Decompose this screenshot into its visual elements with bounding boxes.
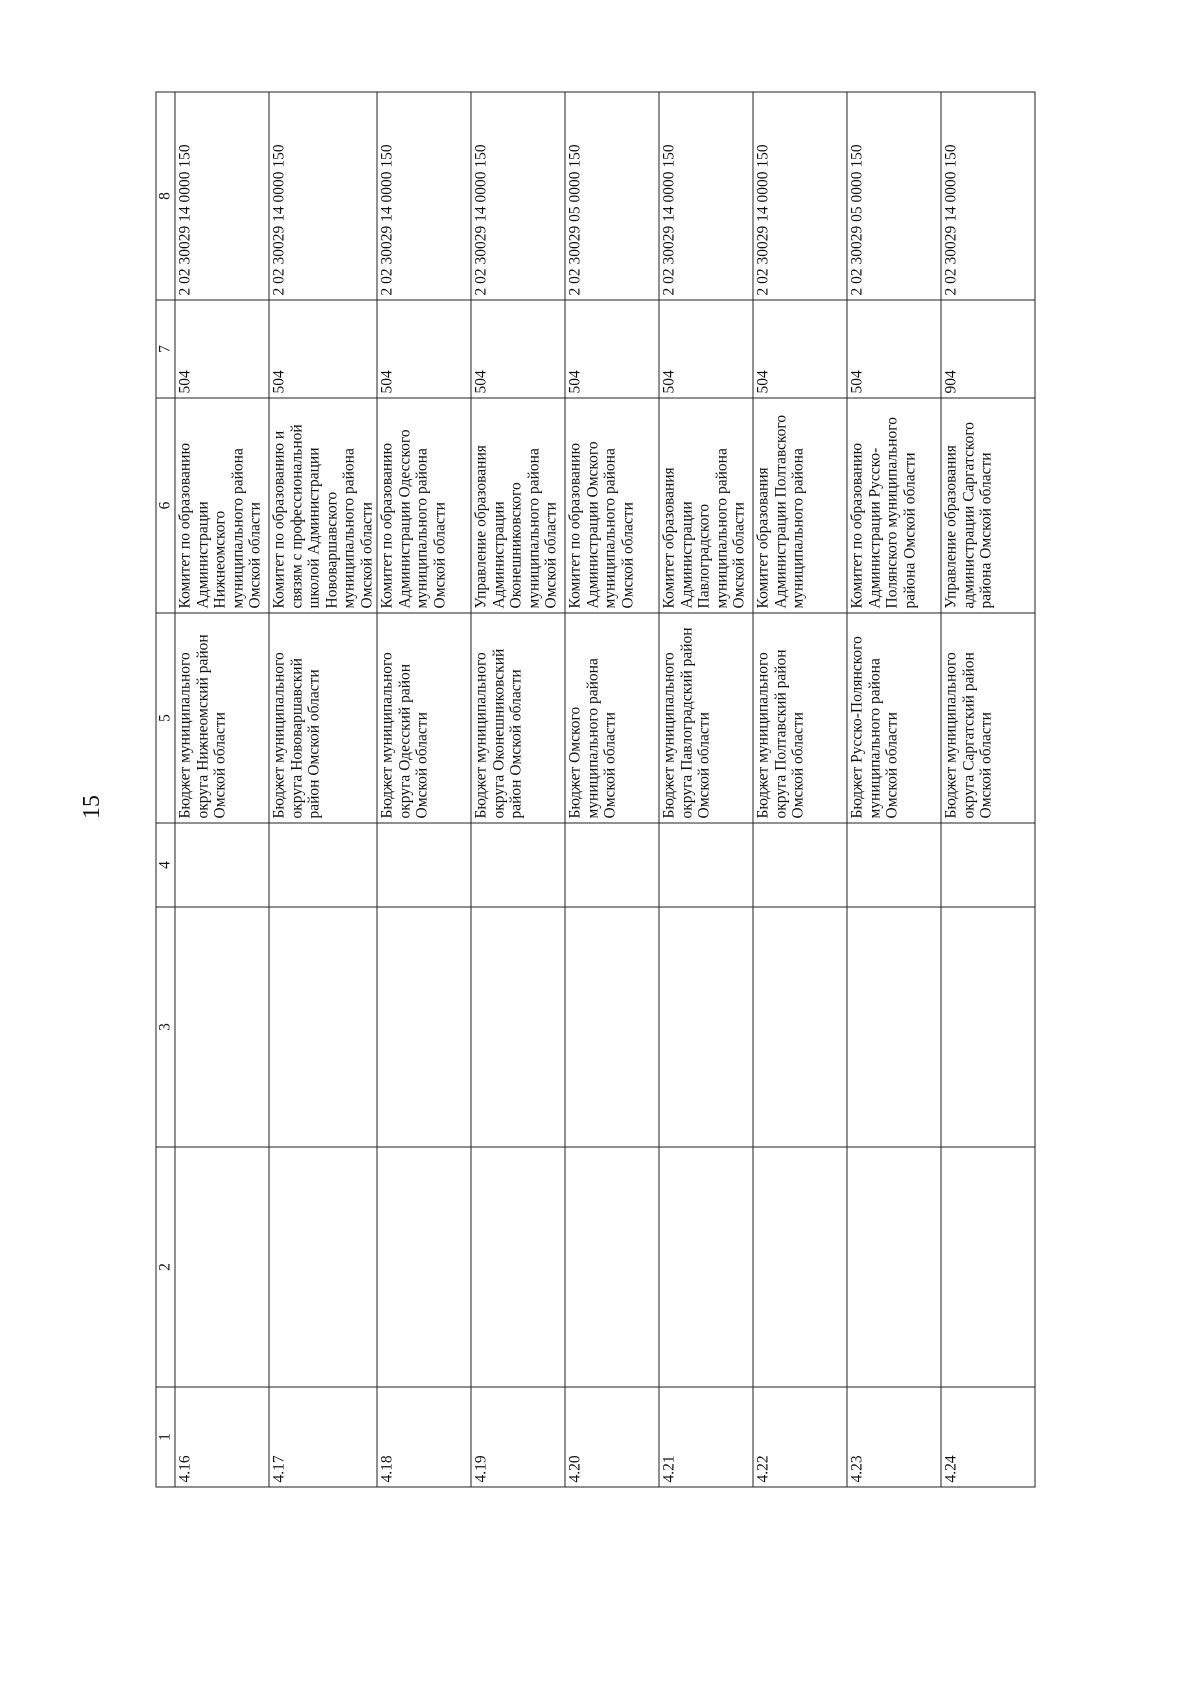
cell-col4 xyxy=(659,823,753,907)
table-row xyxy=(175,92,269,1487)
administrator-name: Комитет образования Администрации Полтавского муниципального района xyxy=(753,398,847,613)
budget-name: Бюджет Русско-Полянского муниципального района Омской области xyxy=(847,613,941,823)
admin-code: 504 xyxy=(659,300,753,398)
row-number: 4.16 xyxy=(175,1387,269,1487)
row-number: 4.24 xyxy=(941,1387,1035,1487)
rotated-table-container xyxy=(155,93,1025,1488)
admin-code: 504 xyxy=(753,300,847,398)
budget-name: Бюджет муниципального округа Саргатский район Омской области xyxy=(941,613,1035,823)
cell-col4 xyxy=(941,823,1035,907)
cell-col3 xyxy=(471,907,565,1147)
table-row xyxy=(941,92,1035,1487)
cell-col2 xyxy=(659,1147,753,1387)
budget-classification-code: 2 02 30029 14 0000 150 xyxy=(471,92,565,300)
cell-col4 xyxy=(565,823,659,907)
row-number: 4.23 xyxy=(847,1387,941,1487)
table-row xyxy=(269,92,377,1487)
administrator-name: Комитет по образованию Администрации Одесского муниципального района Омской области xyxy=(377,398,471,613)
row-number: 4.18 xyxy=(377,1387,471,1487)
row-number: 4.21 xyxy=(659,1387,753,1487)
table-row xyxy=(753,92,847,1487)
column-header: 1 xyxy=(156,1387,175,1487)
administrator-name: Комитет по образованию Администрации Нижнеомского муниципального района Омской области xyxy=(175,398,269,613)
column-header: 6 xyxy=(156,398,175,613)
admin-code: 504 xyxy=(847,300,941,398)
cell-col3 xyxy=(565,907,659,1147)
budget-classification-code: 2 02 30029 05 0000 150 xyxy=(565,92,659,300)
admin-code: 504 xyxy=(175,300,269,398)
table-row xyxy=(471,92,565,1487)
administrator-name: Комитет образования Администрации Павлоградского муниципального района Омской области xyxy=(659,398,753,613)
table-row xyxy=(847,92,941,1487)
cell-col4 xyxy=(175,823,269,907)
cell-col3 xyxy=(175,907,269,1147)
cell-col3 xyxy=(847,907,941,1147)
cell-col2 xyxy=(941,1147,1035,1387)
cell-col2 xyxy=(753,1147,847,1387)
cell-col2 xyxy=(175,1147,269,1387)
administrator-name: Комитет по образованию и связям с профессиональной школой Администрации Нововаршавского муниципального района Омской области xyxy=(269,398,377,613)
budget-name: Бюджет муниципального округа Полтавский район Омской области xyxy=(753,613,847,823)
cell-col3 xyxy=(753,907,847,1147)
budget-name: Бюджет муниципального округа Оконешниковский район Омской области xyxy=(471,613,565,823)
column-header: 5 xyxy=(156,613,175,823)
cell-col4 xyxy=(269,823,377,907)
budget-classification-code: 2 02 30029 14 0000 150 xyxy=(941,92,1035,300)
administrator-name: Комитет по образованию Администрации Омского муниципального района Омской области xyxy=(565,398,659,613)
cell-col3 xyxy=(377,907,471,1147)
administrator-name: Комитет по образованию Администрации Русско-Полянского муниципального района Омской области xyxy=(847,398,941,613)
administrator-name: Управление образования администрации Саргатского района Омской области xyxy=(941,398,1035,613)
admin-code: 904 xyxy=(941,300,1035,398)
cell-col3 xyxy=(659,907,753,1147)
cell-col4 xyxy=(753,823,847,907)
budget-classification-code: 2 02 30029 14 0000 150 xyxy=(377,92,471,300)
cell-col4 xyxy=(471,823,565,907)
admin-code: 504 xyxy=(565,300,659,398)
table-row xyxy=(377,92,471,1487)
row-number: 4.19 xyxy=(471,1387,565,1487)
admin-code: 504 xyxy=(377,300,471,398)
column-header: 7 xyxy=(156,300,175,398)
cell-col3 xyxy=(941,907,1035,1147)
table-header-row xyxy=(156,92,175,1487)
admin-code: 504 xyxy=(269,300,377,398)
budget-classification-code: 2 02 30029 05 0000 150 xyxy=(847,92,941,300)
column-header: 2 xyxy=(156,1147,175,1387)
budget-name: Бюджет муниципального округа Павлоградский район Омской области xyxy=(659,613,753,823)
cell-col4 xyxy=(377,823,471,907)
cell-col2 xyxy=(269,1147,377,1387)
table-row xyxy=(565,92,659,1487)
row-number: 4.17 xyxy=(269,1387,377,1487)
budget-table xyxy=(155,92,1035,1488)
cell-col2 xyxy=(565,1147,659,1387)
page-number: 15 xyxy=(79,795,105,819)
admin-code: 504 xyxy=(471,300,565,398)
row-number: 4.20 xyxy=(565,1387,659,1487)
column-header: 4 xyxy=(156,823,175,907)
cell-col2 xyxy=(377,1147,471,1387)
administrator-name: Управление образования Администрации Оконешниковского муниципального района Омской области xyxy=(471,398,565,613)
budget-classification-code: 2 02 30029 14 0000 150 xyxy=(753,92,847,300)
budget-classification-code: 2 02 30029 14 0000 150 xyxy=(175,92,269,300)
budget-name: Бюджет Омского муниципального района Омской области xyxy=(565,613,659,823)
column-header: 3 xyxy=(156,907,175,1147)
table-row xyxy=(659,92,753,1487)
cell-col4 xyxy=(847,823,941,907)
budget-name: Бюджет муниципального округа Нововаршавский район Омской области xyxy=(269,613,377,823)
column-header: 8 xyxy=(156,92,175,300)
budget-name: Бюджет муниципального округа Одесский район Омской области xyxy=(377,613,471,823)
cell-col2 xyxy=(471,1147,565,1387)
budget-classification-code: 2 02 30029 14 0000 150 xyxy=(269,92,377,300)
budget-name: Бюджет муниципального округа Нижнеомский район Омской области xyxy=(175,613,269,823)
budget-classification-code: 2 02 30029 14 0000 150 xyxy=(659,92,753,300)
row-number: 4.22 xyxy=(753,1387,847,1487)
cell-col2 xyxy=(847,1147,941,1387)
cell-col3 xyxy=(269,907,377,1147)
